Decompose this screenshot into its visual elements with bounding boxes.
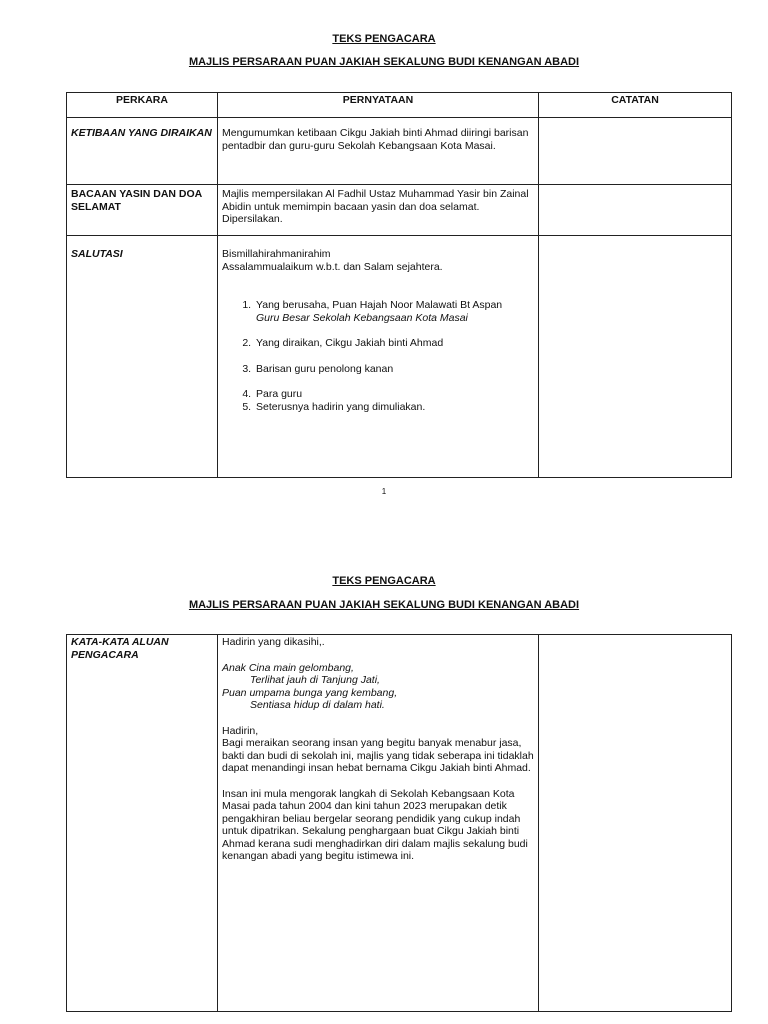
speech-paragraph: Bagi meraikan seorang insan yang begitu banyak menabur jasa, bakti dan budi di sekolah ini, majlis yang tidak seberapa ini tidaklah dapat menandingi insan hebat bernama Cikgu Jakiah binti Ahmad.	[222, 737, 534, 774]
list-item-text: 4. Para guru	[256, 388, 303, 400]
page2-subtitle: MAJLIS PERSARAAN PUAN JAKIAH SEKALUNG BUDI KENANGAN ABADI	[188, 599, 580, 611]
list-item-text: 1. Yang berusaha, Puan Hajah Noor Malawati Bt Aspan	[256, 299, 503, 311]
perkara-cell: SALUTASI	[67, 236, 218, 478]
pantun-line: Anak Cina main gelombang,	[222, 661, 354, 674]
header-perkara: PERKARA	[67, 93, 218, 118]
list-item	[254, 401, 534, 414]
list-item-subtext: Guru Besar Sekolah Kebangsaan Kota Masai	[256, 311, 468, 324]
salutation-list	[222, 299, 534, 413]
speech-paragraph: Insan ini mula mengorak langkah di Sekolah Kebangsaan Kota Masai pada tahun 2004 dan kini tahun 2023 merupakan detik pengakhiran beliau bergelar seorang pendidik yang cukup indah untuk dipatrikan. Sekalung penghargaan buat Cikgu Jakiah binti Ahmad kerana sudi menghadirkan diri dalam majlis sekalung budi kenangan abadi yang begitu istimewa ini.	[222, 787, 528, 862]
program-table-page2	[66, 634, 732, 1012]
catatan-cell	[539, 635, 732, 1012]
list-item-text: 2. Yang diraikan, Cikgu Jakiah binti Ahmad	[256, 337, 444, 349]
catatan-cell	[539, 236, 732, 478]
pernyataan-cell	[218, 635, 539, 1012]
pantun-line: Sentiasa hidup di dalam hati.	[250, 699, 385, 711]
list-item	[254, 363, 534, 389]
catatan-cell	[539, 185, 732, 236]
pernyataan-cell	[218, 236, 539, 478]
table-row	[67, 118, 732, 185]
pantun-line: Puan umpama bunga yang kembang,	[222, 686, 398, 699]
table-row	[67, 185, 732, 236]
pantun	[222, 662, 534, 712]
table-header-row	[67, 93, 732, 118]
list-item-text: 5. Seterusnya hadirin yang dimuliakan.	[256, 400, 426, 413]
list-item-text: 3. Barisan guru penolong kanan	[256, 362, 394, 375]
greeting-text: Hadirin yang dikasihi,.	[222, 636, 325, 648]
page1-title: TEKS PENGACARA	[332, 33, 436, 45]
pernyataan-cell: Mengumumkan ketibaan Cikgu Jakiah binti Ahmad diiringi barisan pentadbir dan guru-guru Sekolah Kebangsaan Kota Masai.	[218, 118, 539, 185]
pernyataan-cell: Majlis mempersilakan Al Fadhil Ustaz Muhammad Yasir bin Zainal Abidin untuk memimpin bacaan yasin dan doa selamat. Dipersilakan.	[218, 185, 539, 236]
page-number: 1	[381, 487, 387, 496]
list-item	[254, 337, 534, 363]
page1-subtitle: MAJLIS PERSARAAN PUAN JAKIAH SEKALUNG BUDI KENANGAN ABADI	[188, 56, 580, 68]
page2-title: TEKS PENGACARA	[332, 575, 436, 587]
header-pernyataan: PERNYATAAN	[218, 93, 539, 118]
perkara-cell: BACAAN YASIN DAN DOA SELAMAT	[67, 185, 218, 236]
table-row	[67, 635, 732, 1012]
catatan-cell	[539, 118, 732, 185]
pantun-line: Terlihat jauh di Tanjung Jati,	[250, 674, 380, 686]
program-table-page1	[66, 92, 732, 478]
list-item	[254, 299, 534, 337]
address-text: Hadirin,	[222, 724, 259, 737]
table-row	[67, 236, 732, 478]
perkara-cell: KETIBAAN YANG DIRAIKAN	[67, 118, 218, 185]
salutation-line: Bismillahirahmanirahim	[222, 248, 331, 260]
perkara-cell: KATA-KATA ALUAN PENGACARA	[67, 635, 218, 1012]
list-item	[254, 388, 534, 401]
salutation-line: Assalammualaikum w.b.t. dan Salam sejahtera.	[222, 260, 443, 273]
header-catatan: CATATAN	[539, 93, 732, 118]
